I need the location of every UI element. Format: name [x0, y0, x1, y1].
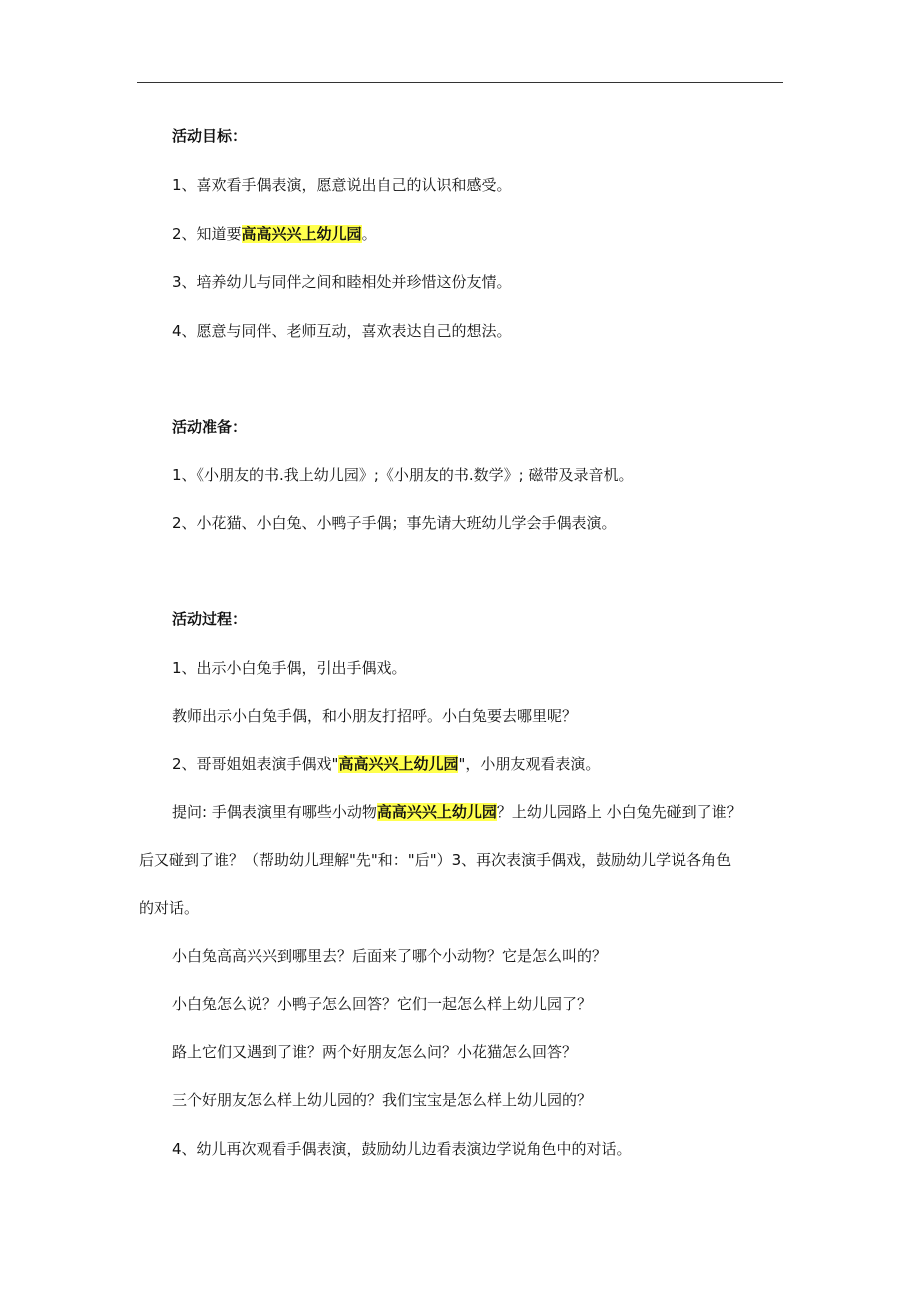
process-question	[172, 801, 742, 823]
goals-item-2-prefix: 2、知道要	[172, 225, 242, 243]
process-q4: 三个好朋友怎么样上幼儿园的？我们宝宝是怎么样上幼儿园的？	[172, 1091, 593, 1109]
prep-item-2: 2、小花猫、小白兔、小鸭子手偶；事先请大班幼儿学会手偶表演。	[172, 514, 617, 532]
process-step-4: 4、幼儿再次观看手偶表演，鼓励幼儿边看表演边学说角色中的对话。	[172, 1140, 632, 1158]
process-step-2-suffix: "，小朋友观看表演。	[458, 755, 601, 773]
prep-heading: 活动准备：	[172, 418, 248, 436]
goals-heading: 活动目标：	[172, 127, 248, 145]
goals-item-3: 3、培养幼儿与同伴之间和睦相处并珍惜这份友情。	[172, 273, 512, 291]
prep-item-1: 1、《小朋友的书.我上幼儿园》;《小朋友的书.数学》; 磁带及录音机。	[172, 466, 634, 484]
goals-item-2-suffix: 。	[361, 225, 377, 243]
highlight-title: 高高兴兴上幼儿园	[376, 803, 497, 821]
process-question-line-3: 的对话。	[139, 899, 200, 917]
goals-item-4: 4、愿意与同伴、老师互动，喜欢表达自己的想法。	[172, 322, 512, 340]
process-question-line-2: 后又碰到了谁？（帮助幼儿理解"先"和："后"）3、再次表演手偶戏，鼓励幼儿学说各角色	[139, 851, 732, 869]
process-step-1: 1、出示小白兔手偶，引出手偶戏。	[172, 659, 407, 677]
process-question-prefix: 提问: 手偶表演里有哪些小动物	[172, 803, 377, 821]
process-step-2-prefix: 2、哥哥姐姐表演手偶戏"	[172, 755, 339, 773]
process-question-suffix: ？上幼儿园路上 小白兔先碰到了谁？	[496, 803, 742, 821]
process-q1: 小白兔高高兴兴到哪里去？后面来了哪个小动物？它是怎么叫的？	[172, 947, 608, 965]
process-q3: 路上它们又遇到了谁？两个好朋友怎么问？小花猫怎么回答？	[172, 1043, 578, 1061]
process-step-2	[172, 753, 600, 775]
header-rule	[137, 82, 783, 83]
process-step-1-desc: 教师出示小白兔手偶，和小朋友打招呼。小白兔要去哪里呢？	[172, 707, 578, 725]
highlight-title: 高高兴兴上幼儿园	[338, 755, 459, 773]
process-q2: 小白兔怎么说？小鸭子怎么回答？它们一起怎么样上幼儿园了？	[172, 995, 593, 1013]
highlight-title: 高高兴兴上幼儿园	[241, 225, 362, 243]
goals-item-2	[172, 223, 377, 245]
goals-item-1: 1、喜欢看手偶表演，愿意说出自己的认识和感受。	[172, 176, 512, 194]
process-heading: 活动过程：	[172, 610, 248, 628]
